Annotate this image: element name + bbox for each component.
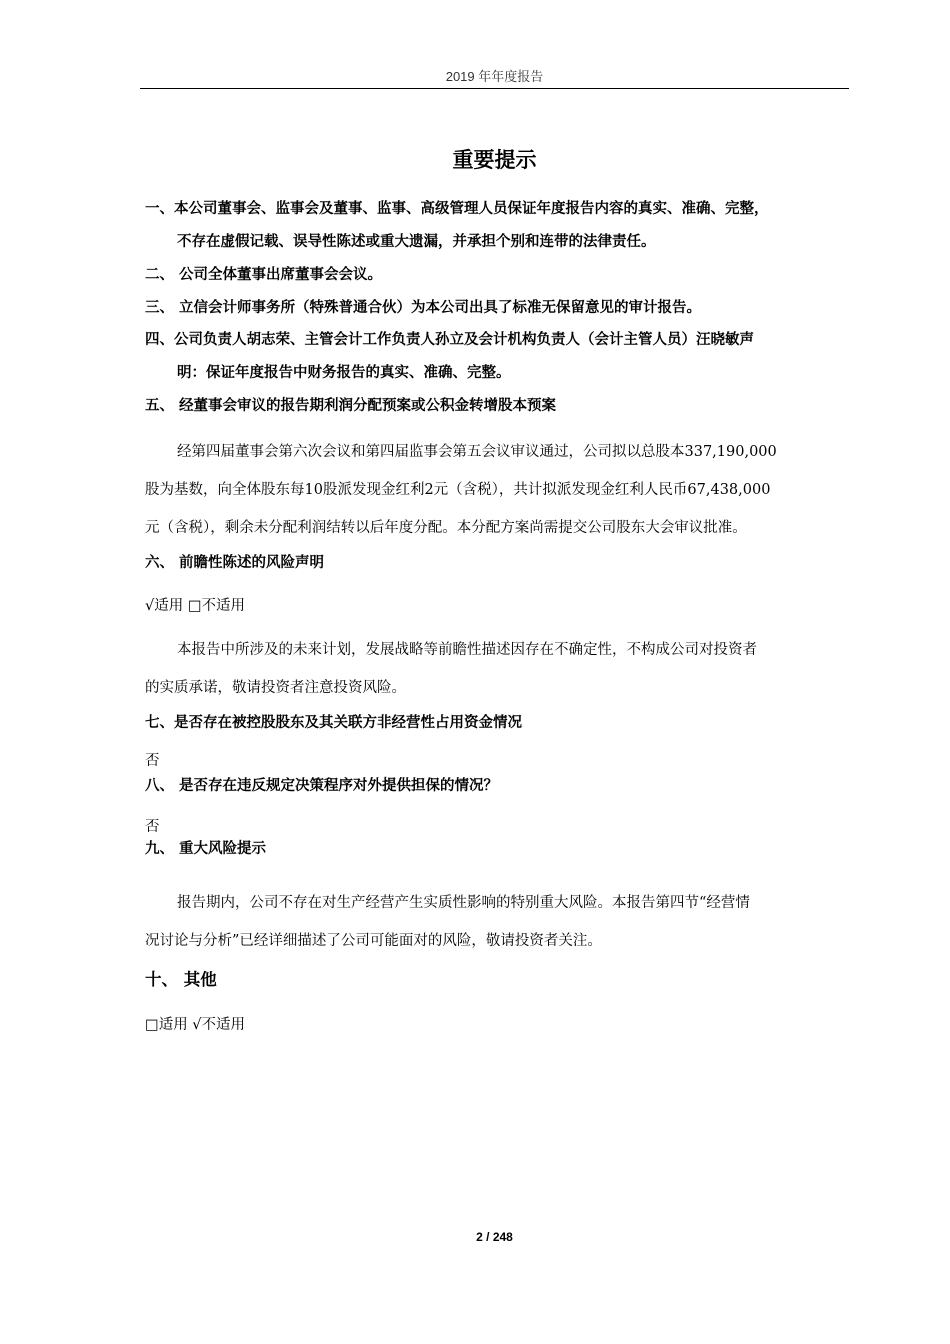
item-3: 三、 立信会计师事务所（特殊普通合伙）为本公司出具了标准无保留意见的审计报告。 [145, 300, 702, 316]
item-9-heading: 九、 重大风险提示 [145, 841, 267, 857]
item-6-applicability: √适用 □不适用 [145, 598, 246, 614]
item-9-body-line-2: 况讨论与分析”已经详细描述了公司可能面对的风险，敬请投资者关注。 [145, 933, 602, 949]
item-10-applicability: □适用 √不适用 [145, 1017, 246, 1033]
item-10-heading: 十、 其他 [145, 970, 217, 989]
item-8-answer: 否 [145, 819, 160, 835]
item-2: 二、 公司全体董事出席董事会会议。 [145, 267, 383, 283]
item-9-body-line-1: 报告期内，公司不存在对生产经营产生实质性影响的特别重大风险。本报告第四节“经营情 [177, 895, 750, 911]
page-title: 重要提示 [452, 148, 537, 172]
item-7-heading: 七、是否存在被控股股东及其关联方非经营性占用资金情况 [145, 715, 522, 731]
item-5-heading: 五、 经董事会审议的报告期利润分配预案或公积金转增股本预案 [145, 398, 557, 414]
item-5-body-line-2: 股为基数，向全体股东每10股派发现金红利2元（含税），共计拟派发现金红利人民币67,438,000 [145, 482, 771, 498]
page-number: 2 / 248 [476, 1230, 513, 1244]
item-6-body-line-1: 本报告中所涉及的未来计划，发展战略等前瞻性描述因存在不确定性，不构成公司对投资者 [177, 642, 757, 658]
item-5-body-line-3: 元（含税），剩余未分配利润结转以后年度分配。本分配方案尚需提交公司股东大会审议批准。 [145, 520, 747, 536]
item-1-line-1: 一、本公司董事会、监事会及董事、监事、高级管理人员保证年度报告内容的真实、准确、完整， [145, 201, 769, 217]
item-1-line-2: 不存在虚假记载、误导性陈述或重大遗漏，并承担个别和连带的法律责任。 [177, 234, 656, 250]
item-6-body-line-2: 的实质承诺，敬请投资者注意投资风险。 [145, 680, 406, 696]
item-5-body-line-1: 经第四届董事会第六次会议和第四届监事会第五会议审议通过，公司拟以总股本337,190,000 [177, 444, 777, 460]
item-8-heading: 八、 是否存在违反规定决策程序对外提供担保的情况？ [145, 778, 499, 794]
item-7-answer: 否 [145, 753, 160, 769]
item-4-line-2: 明：保证年度报告中财务报告的真实、准确、完整。 [177, 365, 511, 381]
header-divider [140, 88, 849, 89]
item-6-heading: 六、 前瞻性陈述的风险声明 [145, 555, 325, 571]
running-header: 2019 年年度报告 [445, 69, 544, 84]
item-4-line-1: 四、公司负责人胡志荣、主管会计工作负责人孙立及会计机构负责人（会计主管人员）汪晓敏声 [145, 332, 754, 348]
